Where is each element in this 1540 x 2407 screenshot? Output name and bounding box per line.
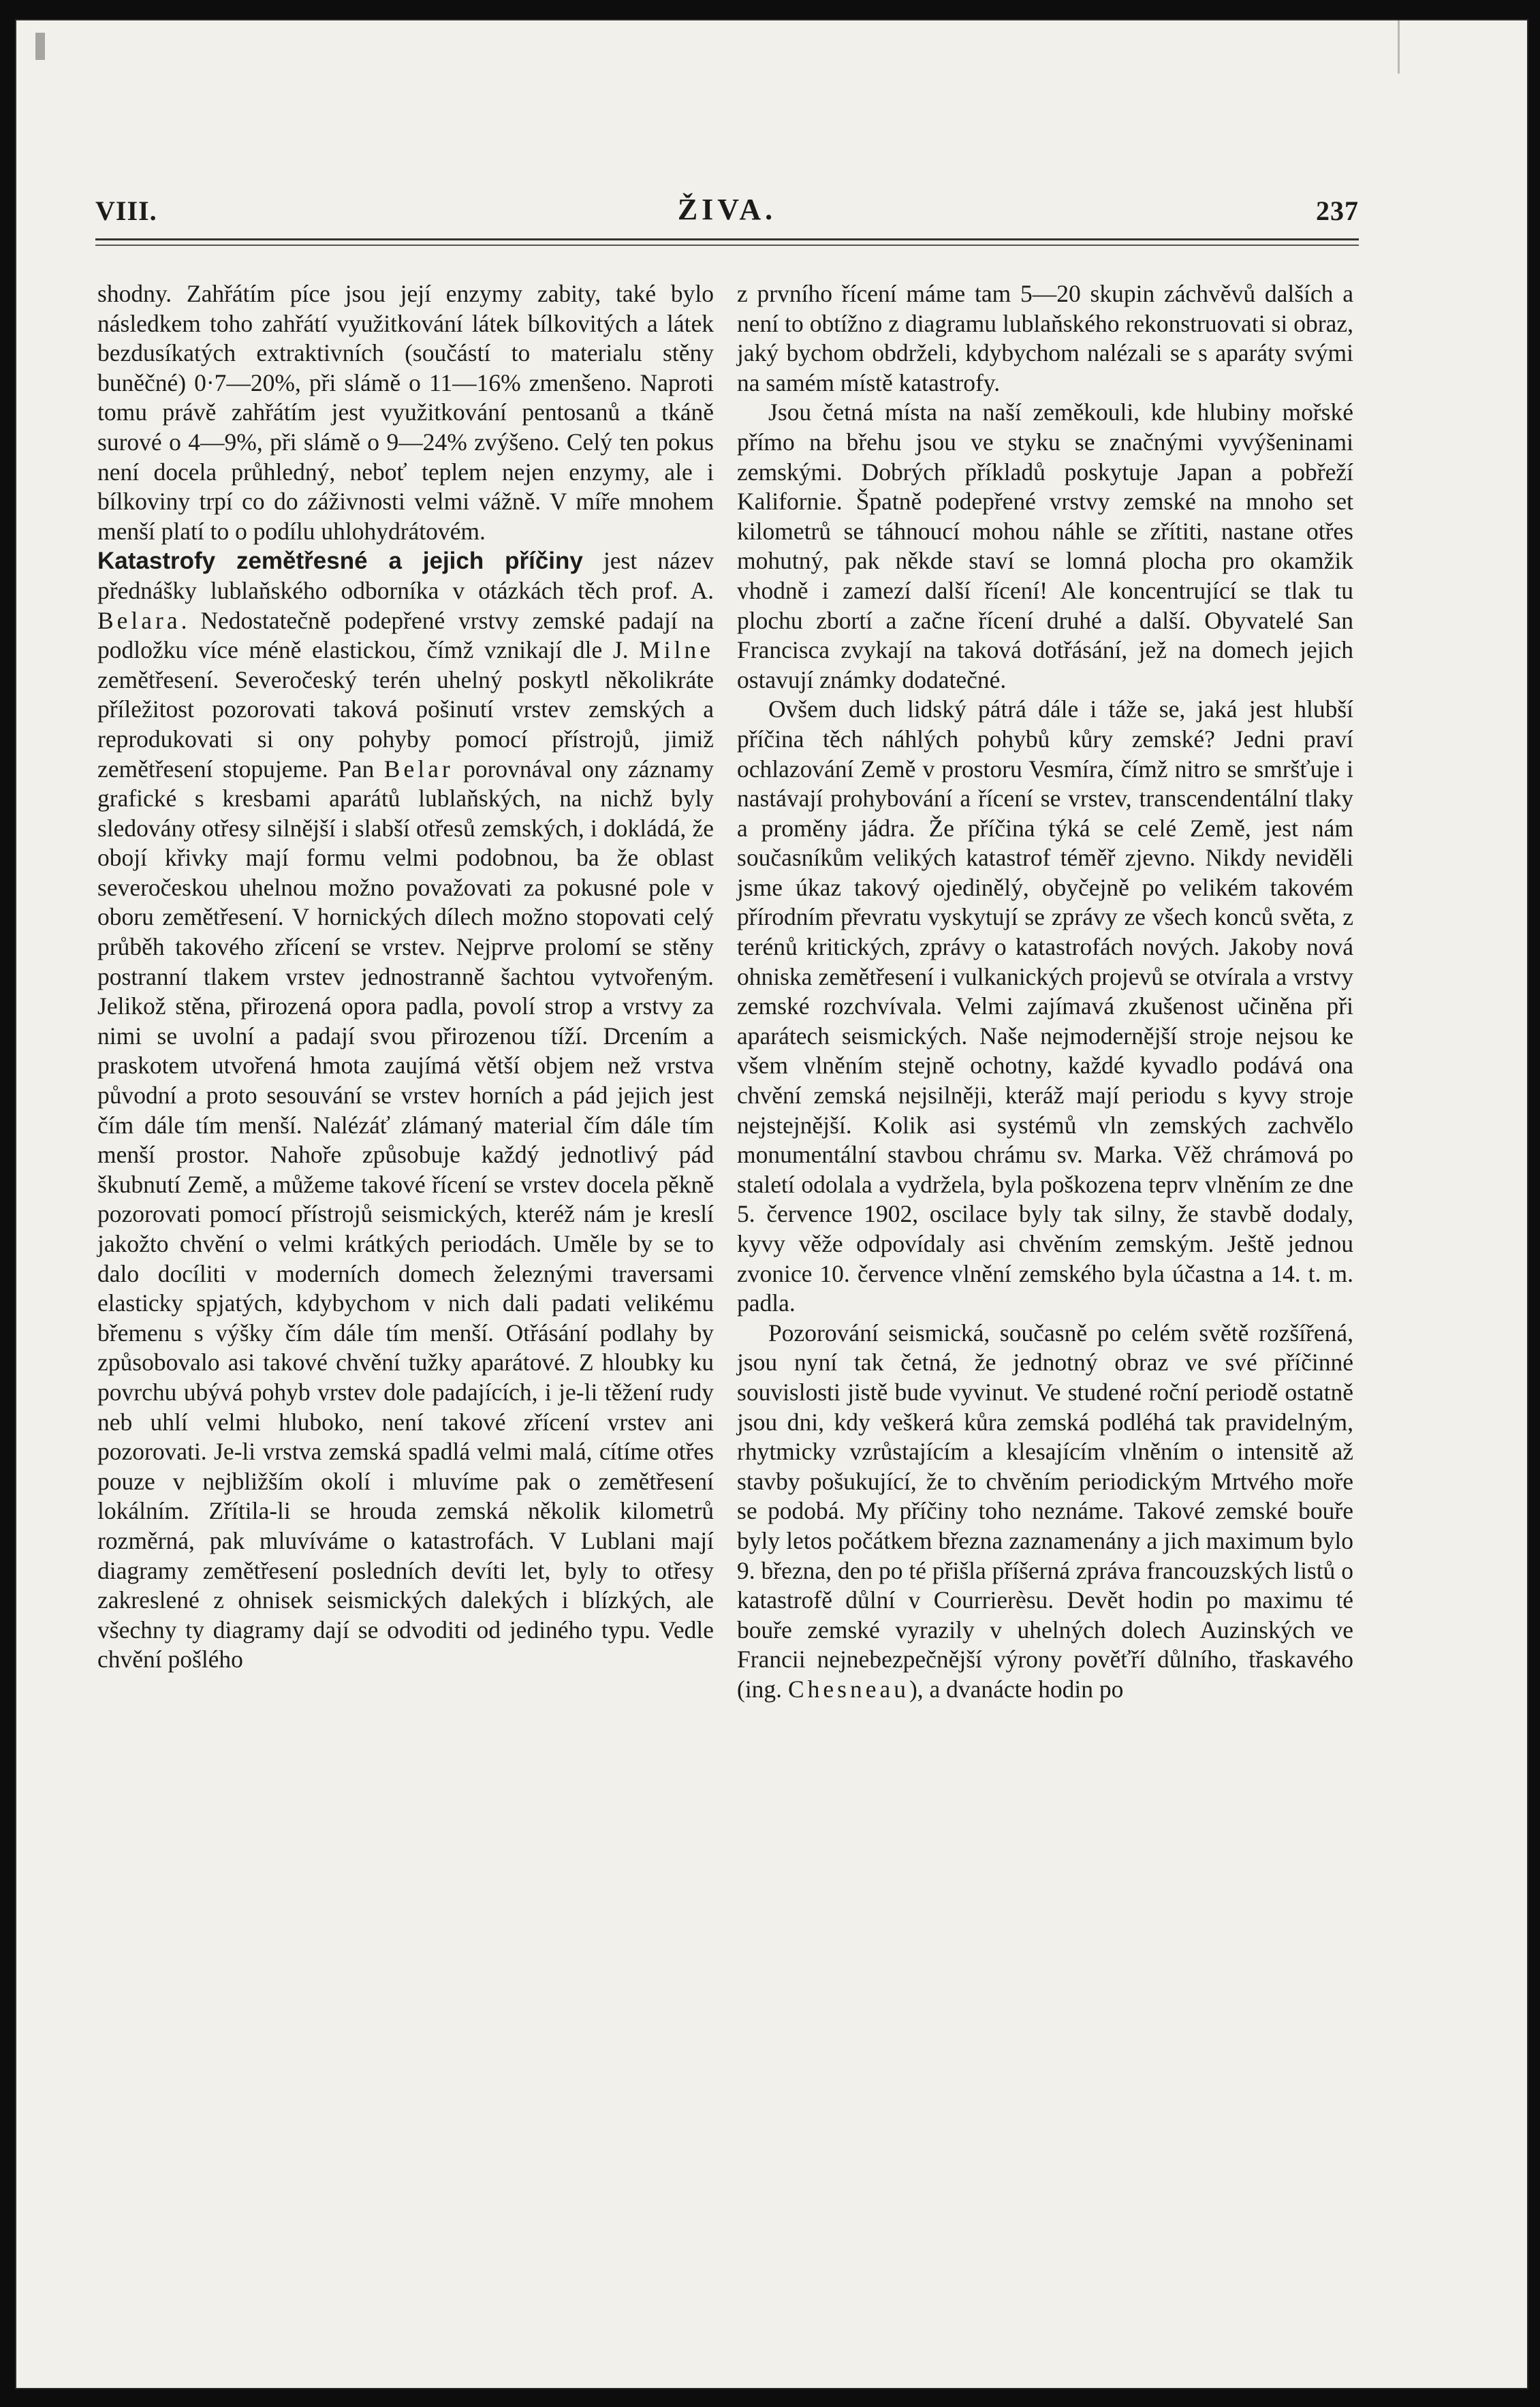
text-run: Pozorování seismická, současně po celém světě rozšířená, jsou nyní tak četná, že jednotný obraz ve své příčinné souvislosti jistě bude vyvinut. Ve studené roční periodě ostatně jsou dni, kdy veškerá kůra zemská podléhá tak pravidelným, rhytmicky vzrůstajícím a klesajícím vlněním o intensitě až stavby pošukující, že to chvěním periodickým Mrtvého moře se podobá. My příčiny toho neznáme. Takové zemské bouře byly letos počátkem března zaznamenány a jich maximum bylo 9. března, den po té přišla příšerná zpráva francouzských listů o katastrofě důlní v Courrierèsu. Devět hodin po maximu té bouře zemské vyrazily v uhelných dolech Auzinských ve Francii nejnebezpečnější výrony pověťří důlního, třaskavého (ing. [737,1319,1353,1703]
scan-artifact [1398,19,1400,74]
right-column [737,279,1353,2254]
text-run: porovnával ony záznamy grafické s kresbami aparátů lublaňských, na nichž byly sledovány otřesy silnější i slabší otřesů zemských, i dokládá, že obojí křivky mají formu velmi podobnou, ba že oblast severočeskou uhelnou možno považovati za pokusné pole v oboru zemětřesení. V hornických dílech možno stopovati celý průběh takového zřícení se vrstev. Nejprve prolomí se stěny postranní tlakem vrstev jednostranně šachtou vytvořeným. Jelikož stěna, přirozená opora padla, povolí strop a vrstvy za nimi se uvolní a padají svou přirozenou tíží. Drcením a praskotem utvořená hmota zaujímá větší objem než vrstva původní a proto sesouvání se vrstev horních a pád jejich jest čím dále tím menší. Nalézáť zlámaný material čím dále tím menší prostor. Nahoře způsobuje každý jednotlivý pád škubnutí Země, a můžeme takové řícení se vrstev docela pěkně pozorovati pomocí přístrojů seismických, kteréž nám je kreslí jakožto chvění o velmi krátkých periodách. Uměle by se to dalo docíliti v moderních domech železnými traversami elasticky spjatých, kdybychom v nich dali padati velikému břemenu s výšky čím dále tím menší. Otřásání podlahy by způsobovalo asi takové chvění tužky aparátové. Z hloubky ku povrchu ubývá pohyb vrstev dole padajících, i je-li těžení rudy neb uhlí velmi hluboko, není takové zřícení vrstev ani pozorovati. Je-li vrstva zemská spadlá velmi malá, cítíme otřes pouze v nejbližším okolí i mluvíme pak o zemětřesení lokálním. Zřítila-li se hrouda zemská několik kilometrů rozměrná, pak mluvíváme o katastrofách. V Lublani mají diagramy zemětřesení posledních devíti let, byly to otřesy zakreslené z ohnisek seismických dalekých i blízkých, ale všechny ty diagramy dají se odvoditi od jediného typu. Vedle chvění pošlého [97,755,714,1673]
header-rule [95,245,1359,246]
text-run: jest název přednášky lublaňského odborníka v otázkách těch prof. A. [97,547,714,604]
text-run: ), a dvanácte hodin po [909,1675,1124,1703]
running-header [95,192,1359,233]
header-rule [95,238,1359,240]
paragraph: shodny. Zahřátím píce jsou její enzymy zabity, také bylo následkem toho zahřátí využitkování látek bílkovitých a látek bezdusíkatých extraktivních (součástí to materialu stěny buněčné) 0·7—20%, při slámě o 11—16% zmenšeno. Naproti tomu právě zahřátím jest využitkování pentosanů a tkáně surové o 4—9%, při slámě o 9—24% zvýšeno. Celý ten pokus není docela průhledný, neboť teplem nejen enzymy, ale i bílkoviny trpí co do záživnosti velmi vážně. V míře mnohem menší platí to o podílu uhlohydrátovém. [97,280,714,545]
paragraph: Ovšem duch lidský pátrá dále i táže se, jaká jest hlubší příčina těch náhlých pohybů kůry zemské? Jedni praví ochlazování Země v prostoru Vesmíra, čímž nitro se smršťuje i nastávají prohybování a řícení se vrstev, transcendentální tlaky a proměny jádra. Že příčina týká se celé Země, jest nám současníkům velikých katastrof téměř zjevno. Nikdy neviděli jsme úkaz takový ojedinělý, obyčejně po velikém takovém přírodním převratu vyskytují se zprávy ze všech konců světa, z terénů kritických, zprávy o katastrofách nových. Jakoby nová ohniska zemětřesení i vulkanických projevů se otvírala a vrstvy zemské rozchvívala. Velmi zajímavá zkušenost učiněna při aparátech seismických. Naše nejmodernější stroje nejsou ke všem vlněním stejně ochotny, každé kyvadlo podává ona chvění zemská nejsilněji, kteráž mají periodu s kyvy stroje nejstejnější. Kolik asi systémů vln zemských zachvělo monumentální stavbou chrámu sv. Marka. Věž chrámová po staletí odolala a vydržela, byla poškozena teprv vlněním ze dne 5. července 1902, oscilace byly tak silny, že stavbě dodaly, kyvy věže odpovídaly asi chvěním zemským. Ještě jednou zvonice 10. července vlnění zemského byla účastna a 14. t. m. padla. [737,695,1353,1317]
page-number: 237 [1316,195,1359,226]
paragraph: Jsou četná místa na naší zeměkouli, kde hlubiny mořské přímo na břehu jsou ve styku se značnými vyvýšeninami zemskými. Dobrých příkladů poskytuje Japan a pobřeží Kalifornie. Špatně podepřené vrstvy zemské na mnoho set kilometrů se táhnoucí mohou náhle se zřítiti, nastane otřes mohutný, pak někde staví se lomná plocha pro okamžik vhodně i zamezí další řícení! Ale koncentrující se tlak tu plochu zbortí a začne řícení druhé a další. Obyvatelé San Francisca zvykají na taková dotřásání, jež na domech jejich ostavují známky dodatečné. [737,398,1353,693]
text-run: zemětřesení. Severočeský terén uhelný poskytl několikráte příležitost pozorovati taková pošinutí vrstev zemských a reprodukovati si ony pohyby pomocí přístrojů, jimiž zemětřesení stopujeme. Pan [97,665,714,783]
left-column [97,279,714,2254]
journal-title: ŽIVA. [677,193,777,226]
paragraph: z prvního řícení máme tam 5—20 skupin záchvěvů dalších a není to obtížno z diagramu lublaňského rekonstruovati si obraz, jaký bychom obdrželi, kdybychom nalézali se s aparáty svými na samém místě katastrofy. [737,280,1353,396]
volume-number: VIII. [95,195,157,226]
section-paragraph [97,546,714,1675]
section-heading: Katastrofy zemětřesné a jejich příčiny [97,548,583,575]
author-name: Milne [639,636,714,664]
paragraph [737,1319,1353,1705]
author-name: Belar [383,755,454,783]
author-name: Chesneau [787,1675,909,1703]
text-run: . Nedostatečně podepřené vrstvy zemské padají na podložku více méně elastickou, čímž vznikají dle J. [97,606,714,664]
scan-artifact [35,33,45,60]
author-name: Belara [97,606,181,634]
